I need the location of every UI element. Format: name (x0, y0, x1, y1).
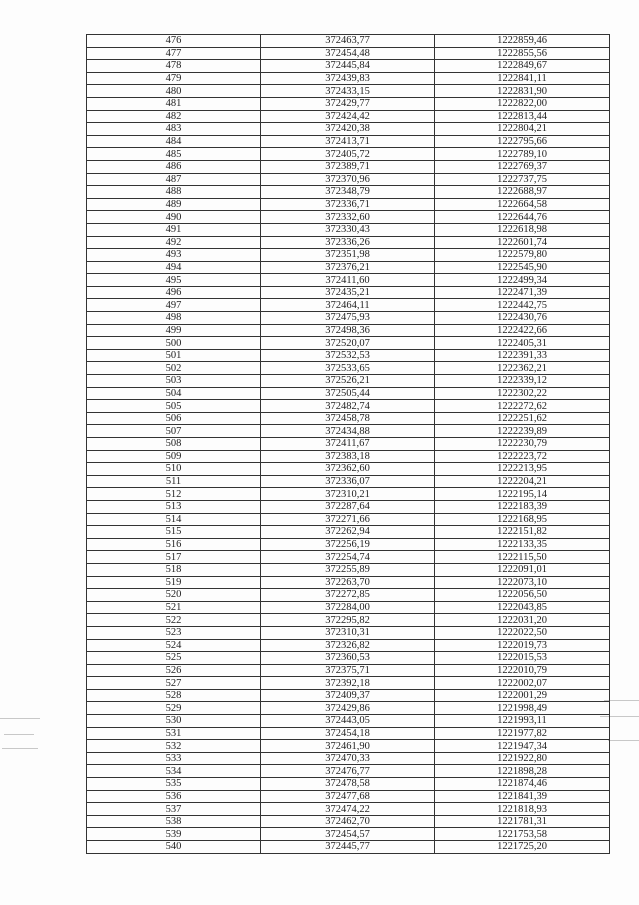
y-coordinate-cell: 1222022,50 (435, 626, 610, 639)
point-number-cell: 488 (87, 186, 261, 199)
point-number-cell: 531 (87, 727, 261, 740)
point-number-cell: 498 (87, 312, 261, 325)
table-row (87, 463, 610, 476)
y-coordinate-cell: 1222405,31 (435, 337, 610, 350)
x-coordinate-cell: 372336,07 (261, 475, 435, 488)
point-number-cell: 491 (87, 223, 261, 236)
point-number-cell: 478 (87, 60, 261, 73)
table-row (87, 727, 610, 740)
point-number-cell: 523 (87, 626, 261, 639)
y-coordinate-cell: 1221841,39 (435, 790, 610, 803)
table-row (87, 601, 610, 614)
y-coordinate-cell: 1222795,66 (435, 135, 610, 148)
table-row (87, 349, 610, 362)
table-row (87, 677, 610, 690)
point-number-cell: 505 (87, 400, 261, 413)
x-coordinate-cell: 372429,86 (261, 702, 435, 715)
x-coordinate-cell: 372376,21 (261, 261, 435, 274)
x-coordinate-cell: 372526,21 (261, 375, 435, 388)
point-number-cell: 516 (87, 538, 261, 551)
y-coordinate-cell: 1222362,21 (435, 362, 610, 375)
table-row (87, 576, 610, 589)
x-coordinate-cell: 372476,77 (261, 765, 435, 778)
point-number-cell: 485 (87, 148, 261, 161)
point-number-cell: 530 (87, 715, 261, 728)
y-coordinate-cell: 1222230,79 (435, 438, 610, 451)
table-row (87, 438, 610, 451)
table-row (87, 614, 610, 627)
table-row (87, 148, 610, 161)
y-coordinate-cell: 1222239,89 (435, 425, 610, 438)
table-row (87, 538, 610, 551)
point-number-cell: 487 (87, 173, 261, 186)
x-coordinate-cell: 372533,65 (261, 362, 435, 375)
y-coordinate-cell: 1222056,50 (435, 589, 610, 602)
table-row (87, 589, 610, 602)
point-number-cell: 501 (87, 349, 261, 362)
table-row (87, 752, 610, 765)
point-number-cell: 486 (87, 160, 261, 173)
x-coordinate-cell: 372433,15 (261, 85, 435, 98)
y-coordinate-cell: 1222813,44 (435, 110, 610, 123)
point-number-cell: 528 (87, 689, 261, 702)
x-coordinate-cell: 372348,79 (261, 186, 435, 199)
table-row (87, 563, 610, 576)
y-coordinate-cell: 1222115,50 (435, 551, 610, 564)
x-coordinate-cell: 372474,22 (261, 803, 435, 816)
x-coordinate-cell: 372443,05 (261, 715, 435, 728)
table-row (87, 375, 610, 388)
x-coordinate-cell: 372411,67 (261, 438, 435, 451)
point-number-cell: 525 (87, 652, 261, 665)
x-coordinate-cell: 372256,19 (261, 538, 435, 551)
table-row (87, 72, 610, 85)
x-coordinate-cell: 372272,85 (261, 589, 435, 602)
point-number-cell: 520 (87, 589, 261, 602)
y-coordinate-cell: 1222204,21 (435, 475, 610, 488)
y-coordinate-cell: 1222001,29 (435, 689, 610, 702)
y-coordinate-cell: 1222015,53 (435, 652, 610, 665)
table-row (87, 299, 610, 312)
x-coordinate-cell: 372482,74 (261, 400, 435, 413)
table-row (87, 526, 610, 539)
y-coordinate-cell: 1222442,75 (435, 299, 610, 312)
x-coordinate-cell: 372310,21 (261, 488, 435, 501)
point-number-cell: 517 (87, 551, 261, 564)
x-coordinate-cell: 372475,93 (261, 312, 435, 325)
table-row (87, 135, 610, 148)
point-number-cell: 489 (87, 198, 261, 211)
x-coordinate-cell: 372424,42 (261, 110, 435, 123)
table-row (87, 450, 610, 463)
table-row (87, 362, 610, 375)
x-coordinate-cell: 372326,82 (261, 639, 435, 652)
x-coordinate-cell: 372463,77 (261, 35, 435, 48)
point-number-cell: 510 (87, 463, 261, 476)
y-coordinate-cell: 1222831,90 (435, 85, 610, 98)
y-coordinate-cell: 1222272,62 (435, 400, 610, 413)
x-coordinate-cell: 372413,71 (261, 135, 435, 148)
y-coordinate-cell: 1222183,39 (435, 500, 610, 513)
x-coordinate-cell: 372470,33 (261, 752, 435, 765)
x-coordinate-cell: 372271,66 (261, 513, 435, 526)
coordinates-table (86, 34, 610, 854)
scan-artifact (2, 748, 38, 749)
point-number-cell: 494 (87, 261, 261, 274)
point-number-cell: 499 (87, 324, 261, 337)
point-number-cell: 539 (87, 828, 261, 841)
x-coordinate-cell: 372420,38 (261, 123, 435, 136)
point-number-cell: 534 (87, 765, 261, 778)
point-number-cell: 482 (87, 110, 261, 123)
y-coordinate-cell: 1222789,10 (435, 148, 610, 161)
y-coordinate-cell: 1222579,80 (435, 249, 610, 262)
x-coordinate-cell: 372461,90 (261, 740, 435, 753)
table-row (87, 689, 610, 702)
table-row (87, 387, 610, 400)
point-number-cell: 521 (87, 601, 261, 614)
point-number-cell: 476 (87, 35, 261, 48)
table-row (87, 123, 610, 136)
x-coordinate-cell: 372532,53 (261, 349, 435, 362)
y-coordinate-cell: 1222430,76 (435, 312, 610, 325)
point-number-cell: 526 (87, 664, 261, 677)
table-row (87, 765, 610, 778)
point-number-cell: 477 (87, 47, 261, 60)
y-coordinate-cell: 1221993,11 (435, 715, 610, 728)
point-number-cell: 513 (87, 500, 261, 513)
point-number-cell: 529 (87, 702, 261, 715)
point-number-cell: 481 (87, 97, 261, 110)
table-row (87, 652, 610, 665)
y-coordinate-cell: 1222499,34 (435, 274, 610, 287)
point-number-cell: 518 (87, 563, 261, 576)
point-number-cell: 511 (87, 475, 261, 488)
table-row (87, 400, 610, 413)
x-coordinate-cell: 372370,96 (261, 173, 435, 186)
scan-artifact (608, 740, 639, 741)
table-row (87, 173, 610, 186)
x-coordinate-cell: 372362,60 (261, 463, 435, 476)
y-coordinate-cell: 1222223,72 (435, 450, 610, 463)
y-coordinate-cell: 1222302,22 (435, 387, 610, 400)
point-number-cell: 504 (87, 387, 261, 400)
coordinates-table-body (87, 35, 610, 854)
x-coordinate-cell: 372454,57 (261, 828, 435, 841)
x-coordinate-cell: 372254,74 (261, 551, 435, 564)
y-coordinate-cell: 1222339,12 (435, 375, 610, 388)
table-row (87, 841, 610, 854)
table-row (87, 60, 610, 73)
y-coordinate-cell: 1221725,20 (435, 841, 610, 854)
table-row (87, 286, 610, 299)
table-row (87, 274, 610, 287)
x-coordinate-cell: 372439,83 (261, 72, 435, 85)
y-coordinate-cell: 1222151,82 (435, 526, 610, 539)
y-coordinate-cell: 1222031,20 (435, 614, 610, 627)
x-coordinate-cell: 372454,48 (261, 47, 435, 60)
table-row (87, 324, 610, 337)
point-number-cell: 480 (87, 85, 261, 98)
x-coordinate-cell: 372429,77 (261, 97, 435, 110)
table-row (87, 249, 610, 262)
point-number-cell: 535 (87, 778, 261, 791)
x-coordinate-cell: 372310,31 (261, 626, 435, 639)
table-row (87, 664, 610, 677)
table-row (87, 626, 610, 639)
point-number-cell: 500 (87, 337, 261, 350)
x-coordinate-cell: 372520,07 (261, 337, 435, 350)
y-coordinate-cell: 1222391,33 (435, 349, 610, 362)
table-row (87, 475, 610, 488)
y-coordinate-cell: 1221781,31 (435, 815, 610, 828)
x-coordinate-cell: 372330,43 (261, 223, 435, 236)
point-number-cell: 540 (87, 841, 261, 854)
y-coordinate-cell: 1222618,98 (435, 223, 610, 236)
x-coordinate-cell: 372445,77 (261, 841, 435, 854)
point-number-cell: 524 (87, 639, 261, 652)
table-row (87, 500, 610, 513)
y-coordinate-cell: 1222195,14 (435, 488, 610, 501)
y-coordinate-cell: 1222133,35 (435, 538, 610, 551)
point-number-cell: 483 (87, 123, 261, 136)
point-number-cell: 492 (87, 236, 261, 249)
y-coordinate-cell: 1222168,95 (435, 513, 610, 526)
point-number-cell: 493 (87, 249, 261, 262)
table-row (87, 160, 610, 173)
y-coordinate-cell: 1221977,82 (435, 727, 610, 740)
point-number-cell: 490 (87, 211, 261, 224)
x-coordinate-cell: 372351,98 (261, 249, 435, 262)
y-coordinate-cell: 1222002,07 (435, 677, 610, 690)
point-number-cell: 515 (87, 526, 261, 539)
table-row (87, 778, 610, 791)
y-coordinate-cell: 1221947,34 (435, 740, 610, 753)
y-coordinate-cell: 1222601,74 (435, 236, 610, 249)
y-coordinate-cell: 1222043,85 (435, 601, 610, 614)
x-coordinate-cell: 372454,18 (261, 727, 435, 740)
table-row (87, 223, 610, 236)
point-number-cell: 508 (87, 438, 261, 451)
point-number-cell: 479 (87, 72, 261, 85)
y-coordinate-cell: 1221753,58 (435, 828, 610, 841)
y-coordinate-cell: 1221922,80 (435, 752, 610, 765)
y-coordinate-cell: 1222859,46 (435, 35, 610, 48)
x-coordinate-cell: 372383,18 (261, 450, 435, 463)
point-number-cell: 532 (87, 740, 261, 753)
x-coordinate-cell: 372411,60 (261, 274, 435, 287)
table-row (87, 513, 610, 526)
point-number-cell: 509 (87, 450, 261, 463)
table-row (87, 740, 610, 753)
table-row (87, 47, 610, 60)
table-row (87, 815, 610, 828)
y-coordinate-cell: 1221818,93 (435, 803, 610, 816)
x-coordinate-cell: 372464,11 (261, 299, 435, 312)
point-number-cell: 514 (87, 513, 261, 526)
x-coordinate-cell: 372263,70 (261, 576, 435, 589)
y-coordinate-cell: 1222010,79 (435, 664, 610, 677)
y-coordinate-cell: 1222841,11 (435, 72, 610, 85)
x-coordinate-cell: 372375,71 (261, 664, 435, 677)
x-coordinate-cell: 372392,18 (261, 677, 435, 690)
point-number-cell: 536 (87, 790, 261, 803)
y-coordinate-cell: 1222664,58 (435, 198, 610, 211)
y-coordinate-cell: 1221898,28 (435, 765, 610, 778)
x-coordinate-cell: 372284,00 (261, 601, 435, 614)
table-row (87, 715, 610, 728)
table-row (87, 702, 610, 715)
x-coordinate-cell: 372295,82 (261, 614, 435, 627)
point-number-cell: 519 (87, 576, 261, 589)
scan-artifact (0, 718, 40, 719)
table-row (87, 551, 610, 564)
table-row (87, 110, 610, 123)
point-number-cell: 503 (87, 375, 261, 388)
y-coordinate-cell: 1222545,90 (435, 261, 610, 274)
table-row (87, 488, 610, 501)
y-coordinate-cell: 1222804,21 (435, 123, 610, 136)
x-coordinate-cell: 372255,89 (261, 563, 435, 576)
x-coordinate-cell: 372458,78 (261, 412, 435, 425)
x-coordinate-cell: 372360,53 (261, 652, 435, 665)
point-number-cell: 533 (87, 752, 261, 765)
point-number-cell: 484 (87, 135, 261, 148)
y-coordinate-cell: 1221874,46 (435, 778, 610, 791)
table-row (87, 261, 610, 274)
table-row (87, 211, 610, 224)
point-number-cell: 496 (87, 286, 261, 299)
y-coordinate-cell: 1222822,00 (435, 97, 610, 110)
x-coordinate-cell: 372445,84 (261, 60, 435, 73)
scan-artifact (4, 734, 34, 735)
y-coordinate-cell: 1222091,01 (435, 563, 610, 576)
table-row (87, 186, 610, 199)
x-coordinate-cell: 372336,71 (261, 198, 435, 211)
x-coordinate-cell: 372405,72 (261, 148, 435, 161)
y-coordinate-cell: 1222855,56 (435, 47, 610, 60)
y-coordinate-cell: 1222644,76 (435, 211, 610, 224)
x-coordinate-cell: 372505,44 (261, 387, 435, 400)
x-coordinate-cell: 372262,94 (261, 526, 435, 539)
x-coordinate-cell: 372409,37 (261, 689, 435, 702)
table-row (87, 790, 610, 803)
point-number-cell: 527 (87, 677, 261, 690)
table-row (87, 803, 610, 816)
point-number-cell: 502 (87, 362, 261, 375)
point-number-cell: 497 (87, 299, 261, 312)
point-number-cell: 507 (87, 425, 261, 438)
point-number-cell: 512 (87, 488, 261, 501)
x-coordinate-cell: 372478,58 (261, 778, 435, 791)
y-coordinate-cell: 1222251,62 (435, 412, 610, 425)
x-coordinate-cell: 372435,21 (261, 286, 435, 299)
point-number-cell: 538 (87, 815, 261, 828)
table-row (87, 412, 610, 425)
table-row (87, 236, 610, 249)
y-coordinate-cell: 1222422,66 (435, 324, 610, 337)
point-number-cell: 522 (87, 614, 261, 627)
x-coordinate-cell: 372498,36 (261, 324, 435, 337)
y-coordinate-cell: 1222688,97 (435, 186, 610, 199)
x-coordinate-cell: 372462,70 (261, 815, 435, 828)
x-coordinate-cell: 372332,60 (261, 211, 435, 224)
y-coordinate-cell: 1222019,73 (435, 639, 610, 652)
y-coordinate-cell: 1222769,37 (435, 160, 610, 173)
y-coordinate-cell: 1222849,67 (435, 60, 610, 73)
y-coordinate-cell: 1222737,75 (435, 173, 610, 186)
table-row (87, 312, 610, 325)
table-row (87, 639, 610, 652)
y-coordinate-cell: 1222073,10 (435, 576, 610, 589)
table-row (87, 35, 610, 48)
table-row (87, 425, 610, 438)
table-row (87, 97, 610, 110)
y-coordinate-cell: 1222471,39 (435, 286, 610, 299)
point-number-cell: 506 (87, 412, 261, 425)
y-coordinate-cell: 1222213,95 (435, 463, 610, 476)
point-number-cell: 495 (87, 274, 261, 287)
table-row (87, 198, 610, 211)
x-coordinate-cell: 372389,71 (261, 160, 435, 173)
x-coordinate-cell: 372477,68 (261, 790, 435, 803)
point-number-cell: 537 (87, 803, 261, 816)
table-row (87, 337, 610, 350)
table-row (87, 828, 610, 841)
y-coordinate-cell: 1221998,49 (435, 702, 610, 715)
x-coordinate-cell: 372336,26 (261, 236, 435, 249)
x-coordinate-cell: 372287,64 (261, 500, 435, 513)
x-coordinate-cell: 372434,88 (261, 425, 435, 438)
table-row (87, 85, 610, 98)
